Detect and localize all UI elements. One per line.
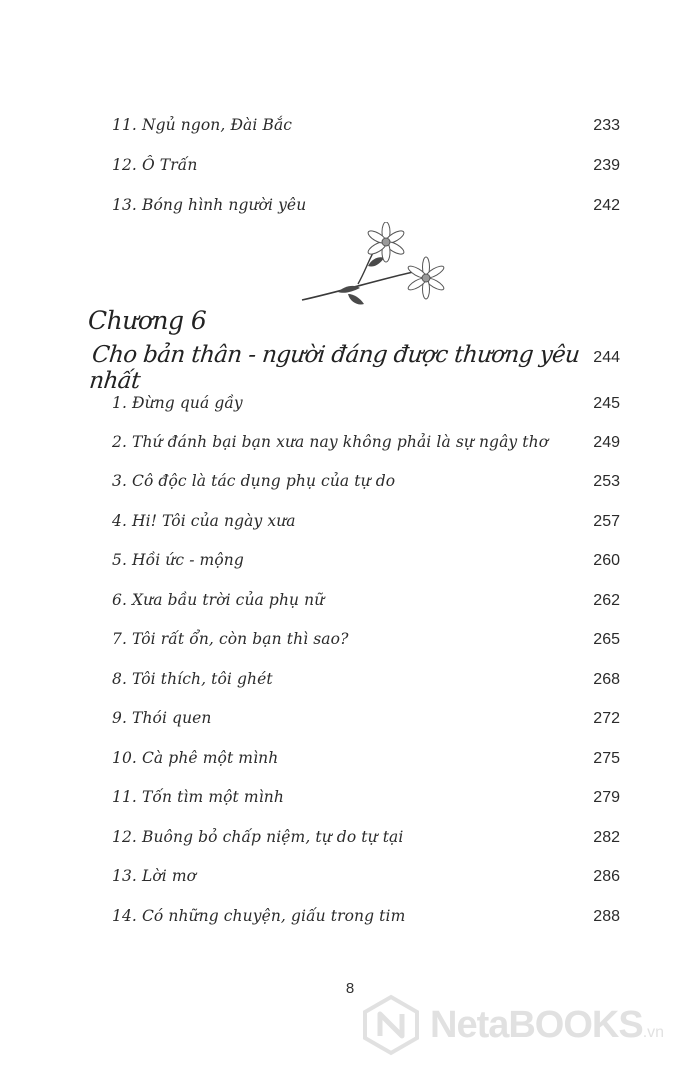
entry-page-number: 245 bbox=[593, 395, 620, 412]
entry-page-number: 279 bbox=[593, 789, 620, 806]
toc-entry[interactable] bbox=[112, 512, 620, 538]
entry-title: 10. Cà phê một mình bbox=[112, 749, 279, 767]
watermark-domain: .vn bbox=[642, 1023, 665, 1041]
entry-title: 6. Xưa bầu trời của phụ nữ bbox=[112, 591, 325, 609]
entry-page-number: 242 bbox=[593, 197, 620, 214]
entry-title: 13. Bóng hình người yêu bbox=[112, 196, 307, 214]
toc-entry[interactable] bbox=[112, 591, 620, 617]
entry-page-number: 265 bbox=[593, 631, 620, 648]
entry-page-number: 257 bbox=[593, 513, 620, 530]
page-number: 8 bbox=[345, 980, 355, 997]
entry-title: 5. Hồi ức - mộng bbox=[112, 551, 244, 569]
watermark bbox=[360, 990, 692, 1060]
entry-page-number: 275 bbox=[593, 750, 620, 767]
entry-page-number: 233 bbox=[593, 117, 620, 134]
entry-page-number: 272 bbox=[593, 710, 620, 727]
toc-entry[interactable] bbox=[112, 867, 620, 893]
entry-page-number: 260 bbox=[593, 552, 620, 569]
watermark-brand: NetaBOOKS.vn bbox=[430, 1003, 665, 1046]
chapter-label: Chương 6 bbox=[88, 306, 207, 335]
entry-title: 8. Tôi thích, tôi ghét bbox=[112, 670, 273, 688]
entry-page-number: 249 bbox=[593, 434, 620, 451]
entry-page-number: 288 bbox=[593, 908, 620, 925]
entry-title: 11. Ngủ ngon, Đài Bắc bbox=[112, 116, 293, 134]
toc-entry[interactable] bbox=[112, 156, 620, 182]
toc-entry[interactable] bbox=[112, 116, 620, 142]
toc-entry[interactable] bbox=[112, 788, 620, 814]
entry-page-number: 282 bbox=[593, 829, 620, 846]
toc-entry[interactable] bbox=[112, 709, 620, 735]
toc-entry[interactable] bbox=[112, 472, 620, 498]
entry-title: 2. Thứ đánh bại bạn xưa nay không phải là sự ngây thơ bbox=[112, 433, 549, 451]
toc-entry[interactable] bbox=[112, 670, 620, 696]
entry-title: 3. Cô độc là tác dụng phụ của tự do bbox=[112, 472, 396, 490]
toc-entry[interactable] bbox=[112, 907, 620, 933]
entry-page-number: 268 bbox=[593, 671, 620, 688]
netabooks-logo-icon bbox=[360, 994, 422, 1056]
toc-entry[interactable] bbox=[112, 749, 620, 775]
toc-entry[interactable] bbox=[112, 196, 620, 222]
entry-title: 7. Tôi rất ổn, còn bạn thì sao? bbox=[112, 630, 349, 648]
toc-entry[interactable] bbox=[112, 630, 620, 656]
chapter-heading[interactable] bbox=[88, 342, 620, 394]
entry-title: 14. Có những chuyện, giấu trong tim bbox=[112, 907, 406, 925]
entry-title: 1. Đừng quá gầy bbox=[112, 394, 243, 412]
flower-ornament-icon bbox=[298, 222, 448, 308]
toc-entry[interactable] bbox=[112, 551, 620, 577]
chapter-page-number: 244 bbox=[593, 349, 620, 366]
entry-page-number: 286 bbox=[593, 868, 620, 885]
entry-page-number: 262 bbox=[593, 592, 620, 609]
entry-title: 12. Ô Trấn bbox=[112, 156, 198, 174]
entry-title: 4. Hi! Tôi của ngày xưa bbox=[112, 512, 296, 530]
entry-title: 9. Thói quen bbox=[112, 709, 212, 727]
entry-page-number: 253 bbox=[593, 473, 620, 490]
entry-title: 12. Buông bỏ chấp niệm, tự do tự tại bbox=[112, 828, 404, 846]
toc-entry[interactable] bbox=[112, 828, 620, 854]
chapter-title: Cho bản thân - người đáng được thương yêu nhất bbox=[88, 342, 581, 394]
entry-title: 13. Lời mơ bbox=[112, 867, 197, 885]
toc-entry[interactable] bbox=[112, 394, 620, 420]
entry-title: 11. Tốn tìm một mình bbox=[112, 788, 284, 806]
entry-page-number: 239 bbox=[593, 157, 620, 174]
toc-entry[interactable] bbox=[112, 433, 620, 459]
